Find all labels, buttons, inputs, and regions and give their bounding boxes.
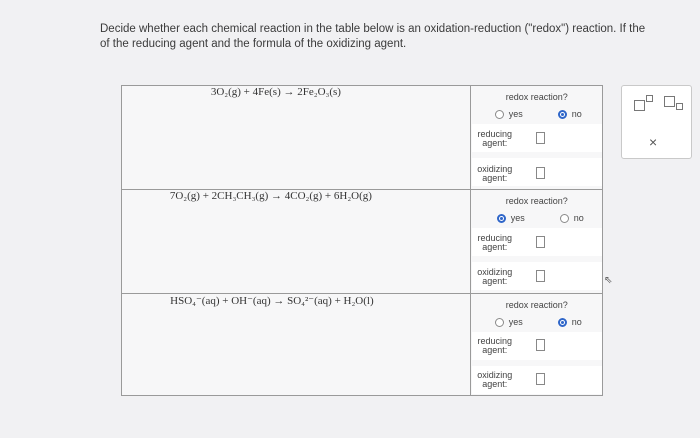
oxidizing-agent-input[interactable]: [536, 167, 545, 179]
superscript-box-icon: [646, 95, 653, 102]
radio-yes[interactable]: [497, 213, 525, 223]
oxidizing-agent-label: oxidizing agent:: [474, 371, 516, 389]
radio-no-circle-selected[interactable]: [558, 318, 567, 327]
prompt-line-2: of the reducing agent and the formula of the oxidizing agent.: [100, 38, 407, 50]
reducing-agent-label: reducing agent:: [474, 234, 516, 252]
radio-yes-label: yes: [508, 317, 523, 327]
base-box-icon: [634, 100, 645, 111]
radio-no[interactable]: [560, 213, 584, 223]
equation-cell: [122, 190, 471, 294]
radio-no-label: no: [571, 317, 582, 327]
oxidizing-agent-input[interactable]: [536, 373, 545, 385]
radio-no[interactable]: [558, 109, 582, 119]
radio-no-label: no: [571, 109, 582, 119]
oxidizing-agent-label: oxidizing agent:: [474, 165, 516, 183]
reducing-agent-input[interactable]: [536, 132, 545, 144]
radio-no-label: no: [573, 213, 584, 223]
redox-question-label: redox reaction?: [505, 92, 568, 102]
radio-yes[interactable]: [495, 109, 523, 119]
reducing-agent-label: reducing agent:: [474, 337, 516, 355]
equation-text: 3O₂(g) + 4Fe(s) → 2Fe₂O₃(s): [210, 86, 341, 98]
table-row: [122, 86, 603, 190]
table-row: [122, 294, 603, 396]
table-row: [122, 190, 603, 294]
radio-yes-circle[interactable]: [495, 318, 504, 327]
superscript-template-icon[interactable]: [632, 94, 654, 112]
radio-yes[interactable]: [495, 317, 523, 327]
reducing-agent-input[interactable]: [536, 236, 545, 248]
redox-question-label: redox reaction?: [505, 300, 568, 310]
answer-cell: [470, 294, 602, 396]
equation-text: 7O₂(g) + 2CH₃CH₃(g) → 4CO₂(g) + 6H₂O(g): [169, 190, 372, 202]
subscript-box-icon: [676, 103, 683, 110]
equation-cell: [122, 86, 471, 190]
radio-yes-circle[interactable]: [495, 110, 504, 119]
base-box-icon: [664, 96, 675, 107]
pointer-cursor-icon: ⇖: [604, 275, 613, 286]
radio-no-circle[interactable]: [560, 214, 569, 223]
equation-cell: [122, 294, 471, 396]
oxidizing-agent-input[interactable]: [536, 270, 545, 282]
answer-cell: [470, 86, 602, 190]
reducing-agent-input[interactable]: [536, 339, 545, 351]
reaction-table: [121, 85, 603, 396]
oxidizing-agent-label: oxidizing agent:: [474, 268, 516, 286]
redox-question-label: redox reaction?: [505, 196, 568, 206]
answer-cell: [470, 190, 602, 294]
radio-yes-label: yes: [508, 109, 523, 119]
reducing-agent-label: reducing agent:: [474, 130, 516, 148]
radio-yes-label: yes: [510, 213, 525, 223]
subscript-template-icon[interactable]: [662, 94, 684, 112]
radio-no-circle-selected[interactable]: [558, 110, 567, 119]
close-icon[interactable]: ×: [649, 134, 658, 150]
equation-text: HSO₄⁻(aq) + OH⁻(aq) → SO₄²⁻(aq) + H₂O(l): [170, 295, 374, 307]
prompt-line-1: Decide whether each chemical reaction in the table below is an oxidation-reduction ("redox") reaction. If the: [100, 23, 646, 35]
formula-toolbar: [621, 85, 692, 159]
question-prompt: [100, 22, 700, 52]
radio-yes-circle-selected[interactable]: [497, 214, 506, 223]
radio-no[interactable]: [558, 317, 582, 327]
